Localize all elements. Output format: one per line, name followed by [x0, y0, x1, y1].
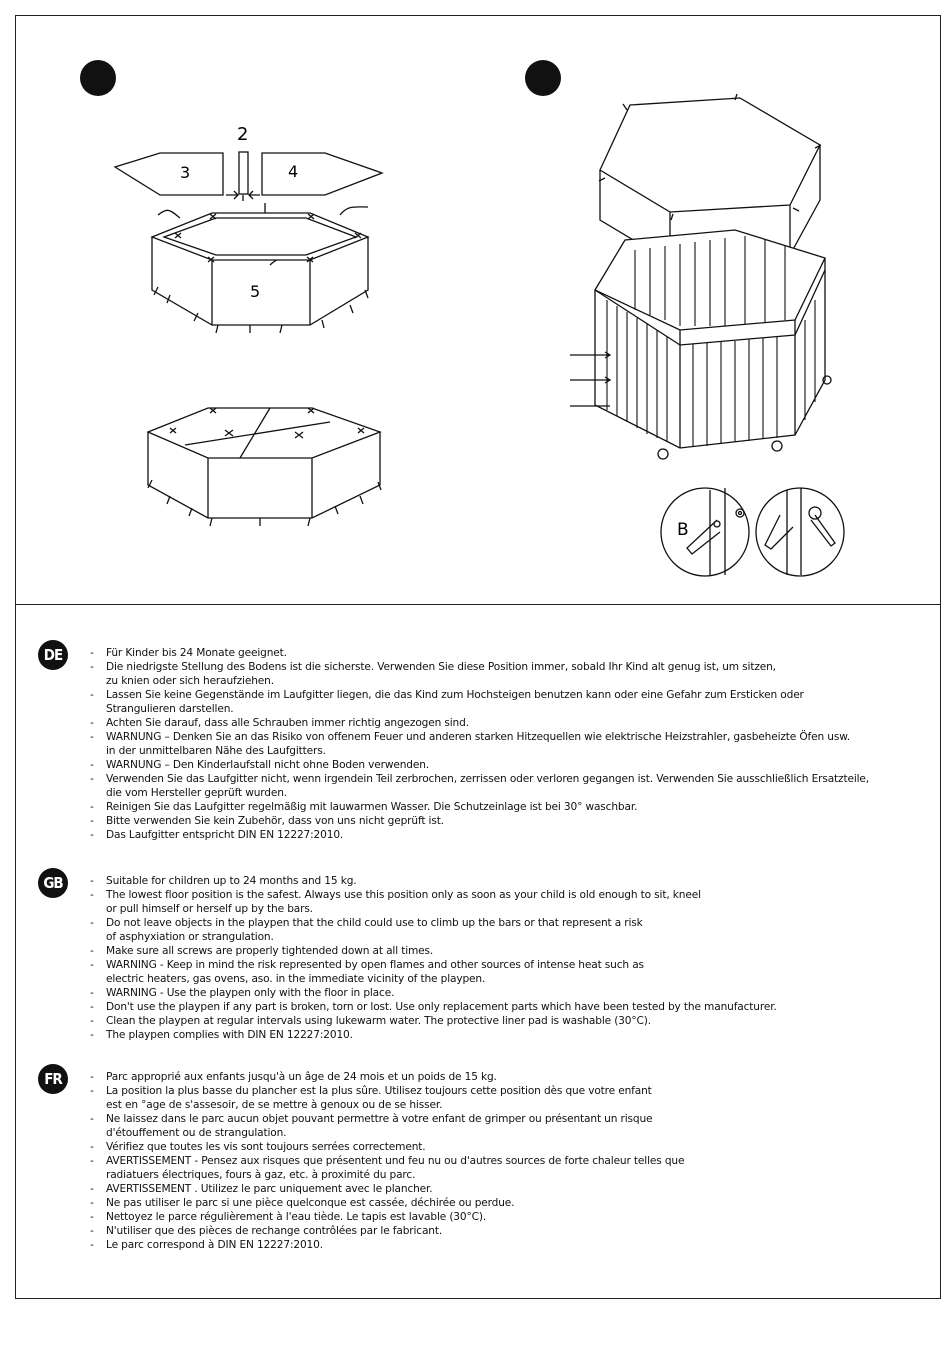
list-item: - The lowest floor position is the safest. Always use this position only as soon as your child is old enough to sit, kneel or pull himself or herself up by the bars.: [90, 888, 910, 916]
list-item: - AVERTISSEMENT . Utilizez le parc uniquement avec le plancher.: [90, 1182, 910, 1196]
language-badge-gb: GB: [38, 868, 68, 898]
part-4-label: 4: [288, 162, 299, 181]
part-3-label: 3: [180, 163, 191, 182]
list-item: - Das Laufgitter entspricht DIN EN 12227:2010.: [90, 828, 910, 842]
list-item: - WARNING - Use the playpen only with the floor in place.: [90, 986, 910, 1000]
instructions-gb: [90, 874, 910, 1042]
floor-assembly-illustration: [100, 115, 400, 340]
list-item: - WARNING - Keep in mind the risk represented by open flames and other sources of intense heat such as electric heaters, gas ovens, aso. in the immediate vicinity of the playpen.: [90, 958, 910, 986]
list-item: - Parc approprié aux enfants jusqu'à un âge de 24 mois et un poids de 15 kg.: [90, 1070, 910, 1084]
language-badge-fr: FR: [38, 1064, 68, 1094]
list-item: - N'utiliser que des pièces de rechange contrôlées par le fabricant.: [90, 1224, 910, 1238]
list-item: - Ne laissez dans le parc aucun objet pouvant permettre à votre enfant de grimper ou présentant un risque d'étouffement ou de strangulation.: [90, 1112, 910, 1140]
list-item: - Lassen Sie keine Gegenstände im Laufgitter liegen, die das Kind zum Hochsteigen benutzen kann oder eine Gefahr zum Ersticken oder Strangulieren darstellen.: [90, 688, 910, 716]
list-item: - La position la plus basse du plancher est la plus sûre. Utilisez toujours cette position dès que votre enfant est en °age de s'assesoir, de se mettre à genoux ou de se hisser.: [90, 1084, 910, 1112]
list-item: - Verwenden Sie das Laufgitter nicht, wenn irgendein Teil zerbrochen, zerrissen oder verloren gegangen ist. Verwenden Sie ausschließlich Ersatzteile, die vom Hersteller geprüft wurden.: [90, 772, 910, 800]
instructions-de: [90, 646, 910, 842]
list-item: - Clean the playpen at regular intervals using lukewarm water. The protective liner pad is washable (30°C).: [90, 1014, 910, 1028]
list-item: - AVERTISSEMENT - Pensez aux risques que présentent und feu nu ou d'autres sources de forte chaleur telles que radiatuers électriques, fours à gaz, etc. à proximité du parc.: [90, 1154, 910, 1182]
part-2-label: 2: [237, 124, 249, 145]
list-item: - WARNUNG – Denken Sie an das Risiko von offenem Feuer und anderen starken Hitzequellen wie elektrische Heizstrahler, gasbeheizte Öfen usw. in der unmittelbaren Nähe des Laufgitters.: [90, 730, 910, 758]
instructions-fr: [90, 1070, 910, 1252]
list-item: - Bitte verwenden Sie kein Zubehör, dass von uns nicht geprüft ist.: [90, 814, 910, 828]
list-item: - Le parc correspond à DIN EN 12227:2010.: [90, 1238, 910, 1252]
list-item: - Ne pas utiliser le parc si une pièce quelconque est cassée, déchirée ou perdue.: [90, 1196, 910, 1210]
list-item: - Für Kinder bis 24 Monate geeignet.: [90, 646, 910, 660]
section-divider: [15, 604, 941, 605]
playpen-liner-illustration: [565, 90, 845, 470]
list-item: - WARNUNG – Den Kinderlaufstall nicht ohne Boden verwenden.: [90, 758, 910, 772]
detail-b-label: B: [677, 520, 689, 540]
assembled-floor-illustration: [130, 400, 400, 530]
list-item: - Suitable for children up to 24 months and 15 kg.: [90, 874, 910, 888]
list-item: - Make sure all screws are properly tightended down at all times.: [90, 944, 910, 958]
list-item: - Do not leave objects in the playpen that the child could use to climb up the bars or that represent a risk of asphyxiation or strangulation.: [90, 916, 910, 944]
list-item: - Die niedrigste Stellung des Bodens ist die sicherste. Verwenden Sie diese Position immer, sobald Ihr Kind alt genug ist, um sitzen, zu knien oder sich heraufziehen.: [90, 660, 910, 688]
part-5-label: 5: [250, 282, 261, 301]
list-item: - Don't use the playpen if any part is broken, torn or lost. Use only replacement parts which have been tested by the manufacturer.: [90, 1000, 910, 1014]
list-item: - Achten Sie darauf, dass alle Schrauben immer richtig angezogen sind.: [90, 716, 910, 730]
step-marker-2: [525, 60, 561, 96]
list-item: - Nettoyez le parce régulièrement à l'eau tiède. Le tapis est lavable (30°C).: [90, 1210, 910, 1224]
step-marker-1: [80, 60, 116, 96]
list-item: - The playpen complies with DIN EN 12227:2010.: [90, 1028, 910, 1042]
list-item: - Reinigen Sie das Laufgitter regelmäßig mit lauwarmen Wasser. Die Schutzeinlage ist bei 30° waschbar.: [90, 800, 910, 814]
detail-b-illustration: [655, 480, 850, 585]
language-badge-de: DE: [38, 640, 68, 670]
list-item: - Vérifiez que toutes les vis sont toujours serrées correctement.: [90, 1140, 910, 1154]
